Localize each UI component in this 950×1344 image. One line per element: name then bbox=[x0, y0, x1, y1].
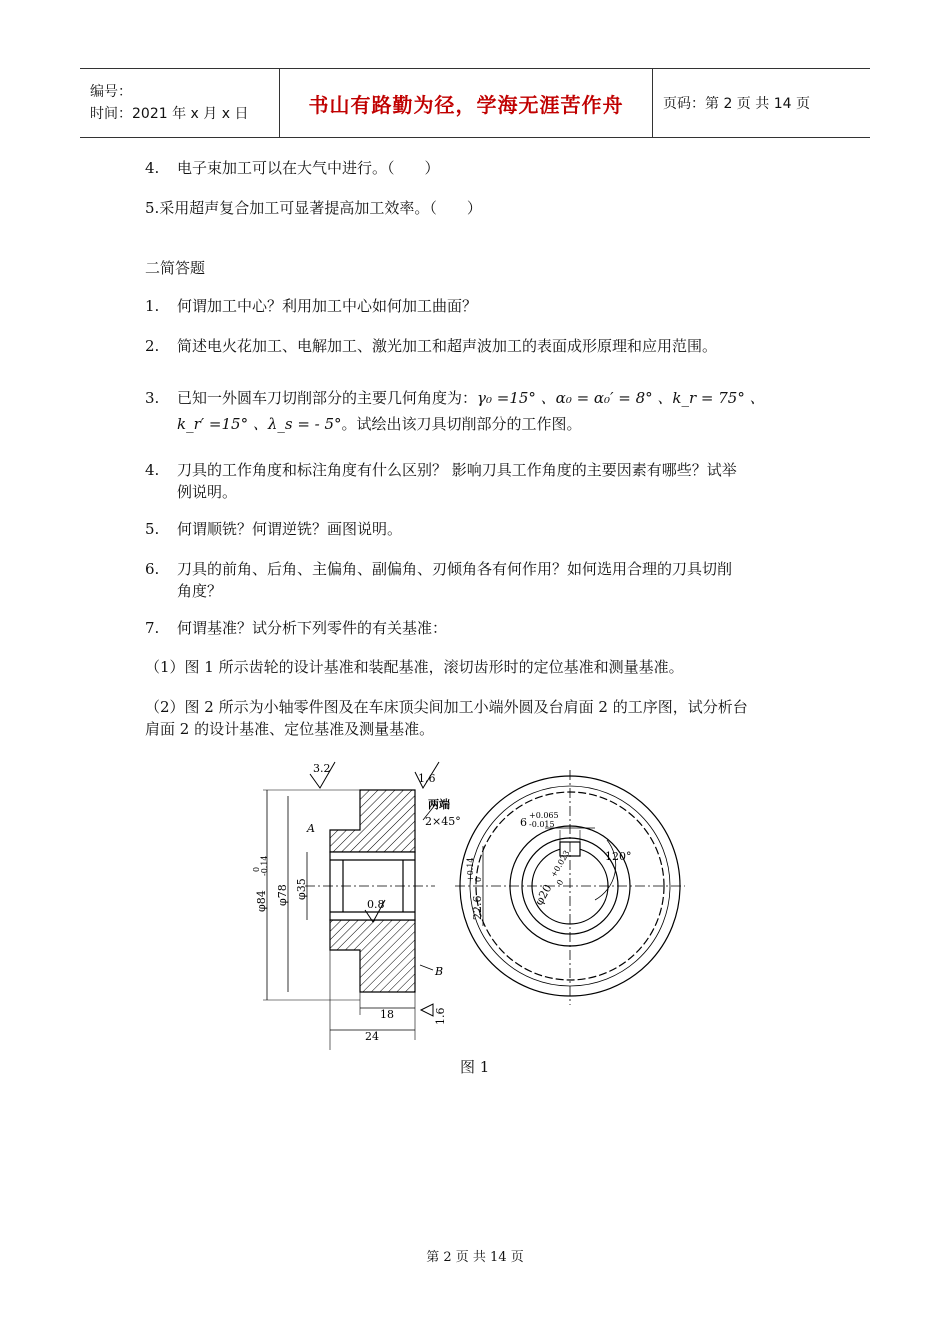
roughness-1-6-label: 1.6 bbox=[418, 772, 436, 785]
item-number: 5. bbox=[145, 520, 160, 538]
date-label: 时间：2021 年 x 月 x 日 bbox=[90, 106, 249, 122]
question-7-part-1: （1）图 1 所示齿轮的设计基准和装配基准，滚切齿形时的定位基准和测量基准。 bbox=[145, 658, 684, 676]
gear-drawing-figure bbox=[252, 760, 695, 1060]
item-text: 。试绘出该刀具切削部分的工作图。 bbox=[341, 415, 582, 433]
chamfer-label-a: 两端 bbox=[428, 798, 450, 811]
item-text: 电子束加工可以在大气中进行。（ ） bbox=[177, 159, 440, 177]
roughness-3-2-label: 3.2 bbox=[313, 762, 331, 775]
header-motto bbox=[280, 69, 653, 137]
dia-84-tol-low: -0.14 bbox=[260, 855, 269, 876]
item-number: 4. bbox=[145, 461, 160, 479]
bore-20-tol: +0.023 bbox=[548, 848, 572, 879]
question-7-part-2-cont: 肩面 2 的设计基准、定位基准及测量基准。 bbox=[145, 720, 435, 738]
item-text: 已知一外圆车刀切削部分的主要几何角度为： bbox=[177, 389, 478, 407]
question-6 bbox=[145, 558, 815, 580]
item-text: 刀具的工作角度和标注角度有什么区别？ 影响刀具工作角度的主要因素有哪些？试举 bbox=[177, 461, 737, 479]
roughness-1-6b-label: 1.6 bbox=[434, 1007, 447, 1025]
chamfer-label-b: 2×45° bbox=[425, 815, 461, 828]
dia-84-label: φ84 bbox=[255, 890, 268, 912]
gear-front-labels bbox=[466, 811, 632, 920]
question-5 bbox=[145, 518, 815, 540]
dim-22-6-tol-up: +0.14 bbox=[466, 857, 475, 882]
gear-front-view bbox=[455, 770, 685, 1005]
angle-120-label: 120° bbox=[605, 850, 632, 863]
figure-caption: 图 1 bbox=[460, 1058, 490, 1076]
item-number: 2. bbox=[145, 337, 160, 355]
datum-a-label: A bbox=[307, 822, 315, 835]
motto-text: 书山有路勤为径，学海无涯苦作舟 bbox=[308, 92, 624, 117]
dia-84-tol-up: 0 bbox=[252, 866, 261, 872]
judge-item-4 bbox=[145, 157, 815, 179]
section-title: 二简答题 bbox=[145, 259, 206, 277]
dia-78-label: φ78 bbox=[276, 884, 289, 906]
page-info-text: 页码：第 2 页 共 14 页 bbox=[663, 96, 810, 112]
angle-formula-2: k_r′ =15° 、λ_s = - 5° bbox=[177, 415, 342, 433]
item-text: 简述电火花加工、电解加工、激光加工和超声波加工的表面成形原理和应用范围。 bbox=[177, 337, 718, 355]
datum-b-label: B bbox=[435, 965, 444, 978]
question-3-cont bbox=[145, 413, 847, 435]
width-24-label: 24 bbox=[365, 1030, 379, 1043]
page-header bbox=[80, 68, 870, 138]
judge-item-5 bbox=[145, 197, 815, 219]
question-6-cont: 角度？ bbox=[177, 582, 223, 600]
key-width-tol-low: -0.015 bbox=[529, 820, 555, 829]
width-18-label: 18 bbox=[380, 1008, 394, 1021]
roughness-0-8-label: 0.8 bbox=[367, 898, 385, 911]
bore-20-tol-low: 0 bbox=[554, 878, 566, 887]
item-number: 6. bbox=[145, 560, 160, 578]
dim-22-6-tol-low: 0 bbox=[474, 876, 483, 882]
item-text: 5.采用超声复合加工可显著提高加工效率。（ ） bbox=[145, 199, 482, 217]
item-text: 何谓加工中心？利用加工中心如何加工曲面？ bbox=[177, 297, 478, 315]
page-footer: 第 2 页 共 14 页 bbox=[426, 1250, 524, 1265]
question-4-cont: 例说明。 bbox=[177, 483, 238, 501]
angle-formula-1: γ₀ =15° 、α₀ = α₀′ = 8° 、k_r = 75° 、 bbox=[477, 389, 765, 407]
gear-section-view bbox=[263, 762, 439, 1050]
item-number: 1. bbox=[145, 297, 160, 315]
question-1 bbox=[145, 295, 815, 317]
item-number: 4. bbox=[145, 159, 160, 177]
gear-drawing bbox=[252, 760, 695, 1060]
header-meta bbox=[80, 69, 280, 137]
item-text: 刀具的前角、后角、主偏角、副偏角、刃倾角各有何作用？如何选用合理的刀具切削 bbox=[177, 560, 733, 578]
item-number: 3. bbox=[145, 389, 160, 407]
item-number: 7. bbox=[145, 619, 160, 637]
question-7 bbox=[145, 617, 815, 639]
item-text: 何谓顺铣？何谓逆铣？画图说明。 bbox=[177, 520, 403, 538]
dim-22-6-label: 22.6 bbox=[471, 895, 484, 920]
dia-35-label: φ35 bbox=[295, 878, 308, 900]
question-7-part-2: （2）图 2 所示为小轴零件图及在车床顶尖间加工小端外圆及台肩面 2 的工序图，试分析台 bbox=[145, 698, 748, 716]
code-label: 编号： bbox=[90, 84, 132, 100]
bore-20-label: φ20 bbox=[532, 882, 555, 908]
key-width-label: 6 bbox=[520, 816, 527, 829]
question-3 bbox=[145, 387, 815, 409]
header-page-info bbox=[653, 69, 870, 137]
item-text: 何谓基准？试分析下列零件的有关基准： bbox=[177, 619, 448, 637]
question-4 bbox=[145, 459, 815, 481]
key-width-tol-up: +0.065 bbox=[529, 811, 559, 820]
question-2 bbox=[145, 335, 815, 357]
